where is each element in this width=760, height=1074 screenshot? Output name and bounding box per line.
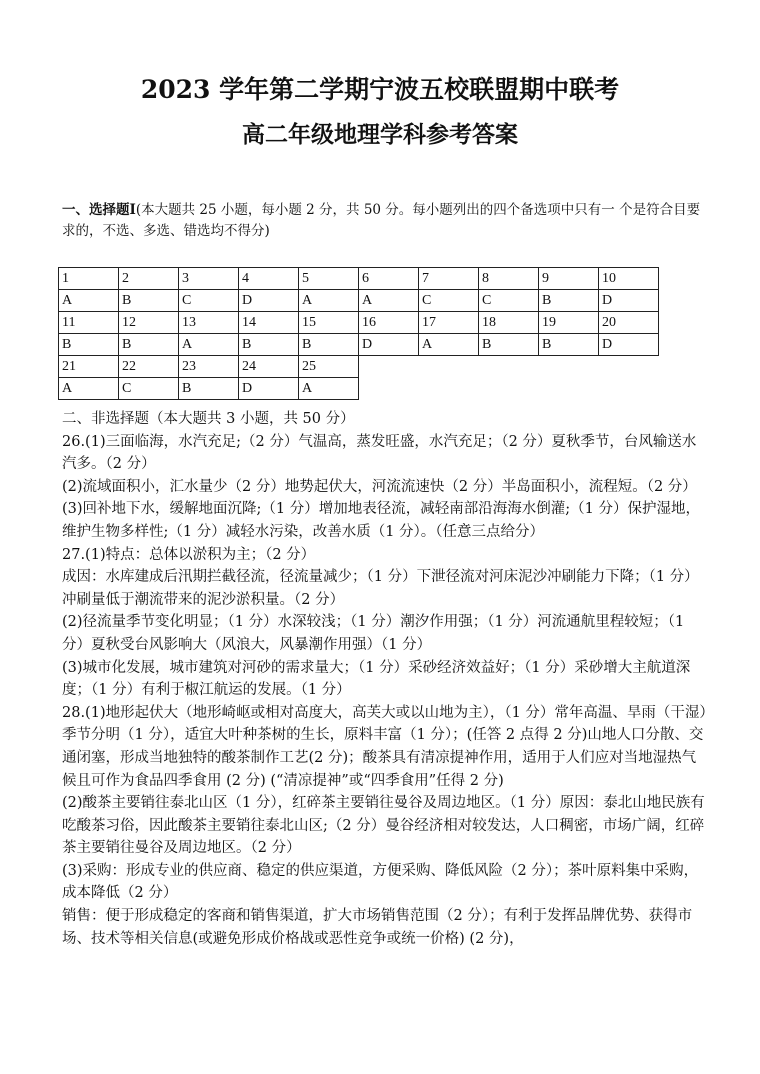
table-cell: A — [179, 334, 239, 356]
table-cell-empty — [359, 378, 419, 400]
table-cell-empty — [479, 356, 539, 378]
table-cell: C — [179, 290, 239, 312]
table-cell: D — [239, 290, 299, 312]
table-cell-empty — [599, 356, 659, 378]
answer-paragraph: 27.(1)特点：总体以淤积为主；（2 分） — [62, 546, 316, 563]
table-cell: 20 — [599, 312, 659, 334]
answer-paragraph: (2)流域面积小，汇水量少（2 分）地势起伏大，河流流速快（2 分）半岛面积小，流程短。（2 分） — [62, 478, 697, 495]
table-cell: 3 — [179, 268, 239, 290]
section-1-description: (本大题共 25 小题，每小题 2 分，共 50 分。每小题列出的四个备选项中只有一 个是符合目要求的，不选、多选、错选均不得分) — [62, 202, 701, 239]
table-cell: B — [479, 334, 539, 356]
table-row-answers — [59, 378, 659, 400]
table-cell: B — [539, 334, 599, 356]
table-cell: B — [539, 290, 599, 312]
answer-paragraph: 销售：便于形成稳定的客商和销售渠道，扩大市场销售范围（2 分）；有利于发挥品牌优势、获得市场、技术等相关信息(或避免形成价格战或恶性竞争或统一价格) (2 分)， — [62, 908, 693, 947]
table-cell: 18 — [479, 312, 539, 334]
table-cell: D — [599, 290, 659, 312]
table-cell: 6 — [359, 268, 419, 290]
table-row-answers — [59, 334, 659, 356]
table-cell: 15 — [299, 312, 359, 334]
table-cell-empty — [419, 356, 479, 378]
table-cell: B — [119, 290, 179, 312]
answer-paragraph: 26.(1)三面临海，水汽充足;（2 分）气温高，蒸发旺盛，水汽充足；（2 分）夏秋季节，台风输送水汽多。（2 分） — [62, 433, 697, 473]
answer-paragraph: 28.(1)地形起伏大（地形崎岖或相对高度大，高芙大或以山地为主），（1 分）常年高温、旱雨（干湿）季节分明（1 分），适宜大叶种茶树的生长，原料丰富（1 分）；(任答 2 点得 2 分)山地人口分散、交通闭塞，形成当地独特的酸茶制作工艺(2 分)；酸茶具有清凉提神作用，适用于人们应对当地湿热气候且可作为食品四季食用 (2 分) (“清凉提神”或“四季食用”任得 2 分) — [62, 704, 707, 789]
table-cell: B — [239, 334, 299, 356]
table-cell: 14 — [239, 312, 299, 334]
table-cell: B — [119, 334, 179, 356]
table-row-numbers — [59, 356, 659, 378]
table-cell: 19 — [539, 312, 599, 334]
table-cell: 21 — [59, 356, 119, 378]
document-title: 2023 学年第二学期宁波五校联盟期中联考 — [140, 75, 620, 104]
table-cell: 24 — [239, 356, 299, 378]
table-cell: 25 — [299, 356, 359, 378]
table-cell: C — [119, 378, 179, 400]
table-cell-empty — [359, 356, 419, 378]
table-cell: D — [239, 378, 299, 400]
table-cell: A — [359, 290, 419, 312]
table-cell: A — [299, 290, 359, 312]
table-cell-empty — [539, 356, 599, 378]
table-cell: 9 — [539, 268, 599, 290]
table-cell: 8 — [479, 268, 539, 290]
section-2-heading: 二、非选择题（本大题共 3 小题，共 50 分） — [62, 411, 355, 427]
table-cell: 17 — [419, 312, 479, 334]
table-cell: 23 — [179, 356, 239, 378]
table-cell: D — [359, 334, 419, 356]
table-cell: 16 — [359, 312, 419, 334]
table-cell: A — [59, 290, 119, 312]
table-cell: 12 — [119, 312, 179, 334]
table-cell: 11 — [59, 312, 119, 334]
table-cell: 22 — [119, 356, 179, 378]
table-cell: 5 — [299, 268, 359, 290]
table-cell-empty — [419, 378, 479, 400]
table-cell: A — [299, 378, 359, 400]
table-cell: C — [479, 290, 539, 312]
table-row-answers — [59, 290, 659, 312]
table-row-numbers — [59, 312, 659, 334]
document-subtitle: 高二年级地理学科参考答案 — [242, 121, 518, 148]
section-1-heading: 一、选择题Ⅰ — [62, 202, 136, 218]
answer-paragraph: (3)采购：形成专业的供应商、稳定的供应渠道，方便采购、降低风险（2 分）；茶叶原料集中采购，成本降低（2 分） — [62, 862, 699, 902]
table-cell-empty — [539, 378, 599, 400]
answer-paragraph: (3)城市化发展，城市建筑对河砂的需求量大；（1 分）采砂经济效益好；（1 分）采砂增大主航道深度；（1 分）有利于椒江航运的发展。（1 分） — [62, 659, 691, 699]
table-cell: A — [59, 378, 119, 400]
table-cell: D — [599, 334, 659, 356]
answer-body — [62, 408, 708, 950]
table-cell: 2 — [119, 268, 179, 290]
table-cell-empty — [479, 378, 539, 400]
table-cell: B — [59, 334, 119, 356]
table-cell: 13 — [179, 312, 239, 334]
answer-paragraph: (3)回补地下水，缓解地面沉降;（1 分）增加地表径流，减轻南部沿海海水倒灌;（1 分）保护湿地，维护生物多样性;（1 分）减轻水污染，改善水质（1 分）。（任意三点给分） — [62, 501, 700, 540]
answer-paragraph: (2)酸茶主要销往泰北山区（1 分），红碎茶主要销往曼谷及周边地区。（1 分）原因：泰北山地民族有吃酸茶习俗，因此酸茶主要销往泰北山区;（2 分）曼谷经济相对较发达，人口稠密，市场广阔，红碎茶主要销往曼谷及周边地区。（2 分） — [62, 795, 705, 857]
table-row-numbers — [59, 268, 659, 290]
table-cell: A — [419, 334, 479, 356]
table-cell: B — [299, 334, 359, 356]
answer-table — [58, 267, 659, 400]
answer-paragraph: 成因：水库建成后汛期拦截径流，径流量减少；（1 分）下泄径流对河床泥沙冲刷能力下降；（1 分）冲刷量低于潮流带来的泥沙淤积量。（2 分） — [62, 569, 699, 608]
table-cell: 10 — [599, 268, 659, 290]
table-cell-empty — [599, 378, 659, 400]
table-cell: 4 — [239, 268, 299, 290]
table-cell: C — [419, 290, 479, 312]
table-cell: B — [179, 378, 239, 400]
table-cell: 7 — [419, 268, 479, 290]
table-cell: 1 — [59, 268, 119, 290]
section-1-header — [62, 200, 702, 242]
answer-paragraph: (2)径流量季节变化明显；（1 分）水深较浅；（1 分）潮汐作用强；（1 分）河流通航里程较短；（1 分）夏秋受台风影响大（风浪大，风暴潮作用强）（1 分） — [62, 614, 685, 653]
